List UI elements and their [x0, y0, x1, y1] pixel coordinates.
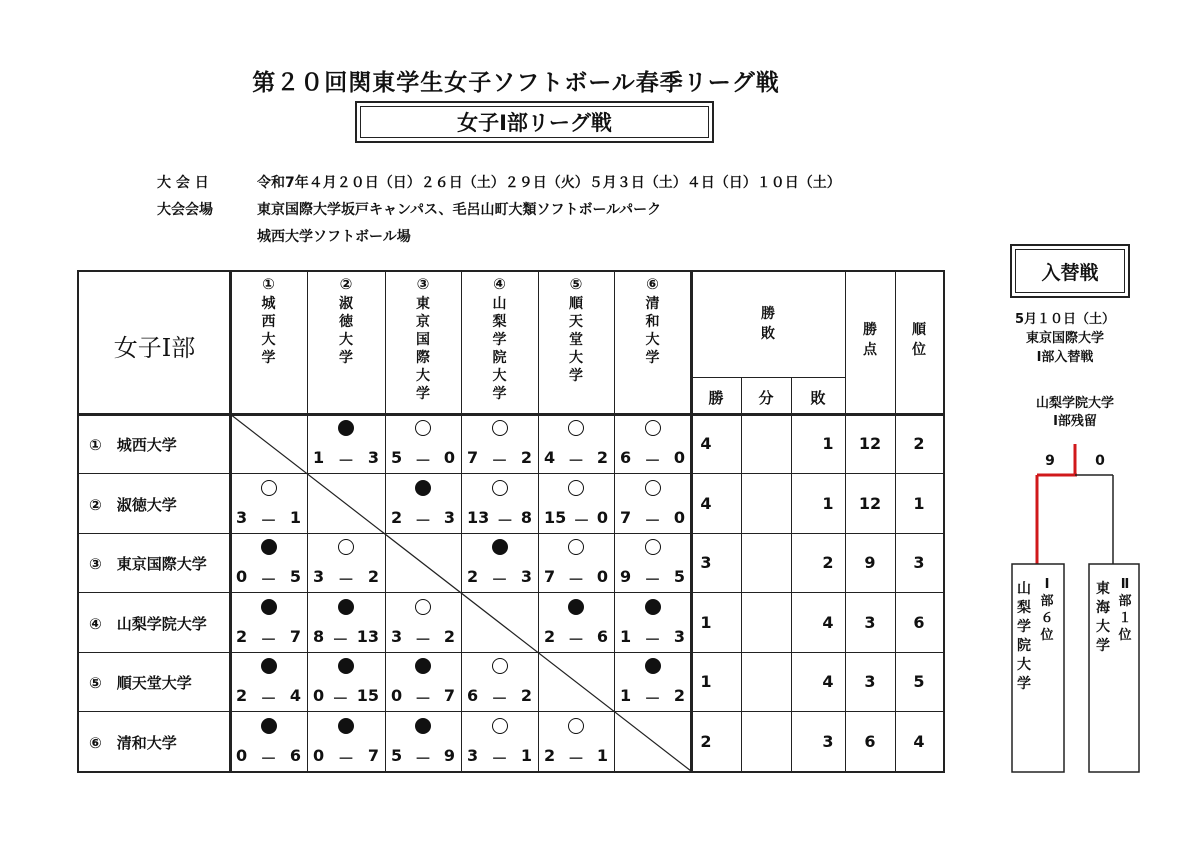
- column-team-char: 学: [339, 350, 353, 366]
- score-dash: －: [491, 451, 508, 470]
- score-opponent: 3: [520, 567, 532, 586]
- win-circle-mark: [415, 599, 431, 615]
- venue-value-2: 城西大学ソフトボール場: [257, 229, 411, 245]
- match-score: [307, 567, 385, 590]
- score-dash: －: [414, 689, 431, 708]
- column-number: ①: [262, 275, 275, 293]
- venue-value-1: 東京国際大学坂戸キャンパス、毛呂山町大類ソフトボールパーク: [257, 202, 662, 218]
- score-opponent: 8: [520, 507, 532, 527]
- match-score: [614, 567, 691, 590]
- score-own: 7: [620, 507, 632, 527]
- row-points: 3: [864, 612, 876, 632]
- column-team-char: 大: [569, 350, 583, 366]
- sub-header-loss: 敗: [810, 389, 826, 407]
- score-dash: －: [567, 629, 584, 649]
- match-score: [538, 448, 614, 471]
- left-team-char: 梨: [1017, 600, 1031, 616]
- column-team-char: 際: [416, 350, 430, 366]
- score-opponent: 5: [673, 567, 685, 586]
- column-team-char: 堂: [569, 332, 583, 348]
- loss-dot-mark: [261, 658, 277, 674]
- loss-dot-mark: [338, 420, 354, 436]
- score-dash: －: [644, 629, 661, 649]
- row-rank: 3: [913, 553, 925, 572]
- playoff-date: 5月１０日（土）: [1014, 312, 1116, 327]
- row-win: 2: [700, 731, 712, 751]
- score-opponent: 0: [673, 507, 685, 527]
- column-team-char: 大: [416, 368, 430, 384]
- right-rank-char: Ⅱ: [1120, 577, 1130, 592]
- playoff-winner-result: Ⅰ部残留: [1053, 414, 1097, 429]
- score-own: 9: [620, 567, 632, 586]
- score-opponent: 5: [289, 567, 301, 586]
- left-rank-char: 部: [1040, 594, 1054, 609]
- right-team-char: 学: [1096, 638, 1110, 654]
- win-circle-mark: [645, 539, 661, 555]
- score-dash: －: [414, 629, 431, 649]
- match-score: [461, 567, 538, 590]
- column-team-char: 国: [416, 332, 430, 348]
- column-team-char: 学: [569, 368, 583, 384]
- score-opponent: 0: [596, 507, 608, 527]
- match-score: [385, 746, 461, 769]
- score-dash: －: [414, 451, 431, 470]
- score-opponent: 9: [443, 745, 455, 765]
- venue-label: 大会会場: [157, 202, 213, 218]
- score-own: 0: [313, 745, 325, 765]
- score-dash: －: [644, 451, 661, 470]
- left-rank-char: 位: [1040, 628, 1054, 643]
- row-team-name: ③ 東京国際大学: [89, 555, 207, 573]
- left-team-char: 山: [1017, 581, 1031, 597]
- score-dash: －: [337, 748, 354, 768]
- score-opponent: 1: [289, 507, 301, 527]
- playoff-title-box: [1010, 244, 1130, 298]
- win-circle-mark: [568, 539, 584, 555]
- score-own: 0: [313, 686, 325, 705]
- match-score: [385, 508, 461, 531]
- score-dash: －: [644, 570, 661, 589]
- column-team-char: 学: [416, 386, 430, 402]
- playoff-venue: 東京国際大学: [1025, 331, 1104, 346]
- playoff-score-right: 0: [1095, 453, 1105, 469]
- row-rank: 4: [913, 731, 925, 751]
- match-score: [461, 686, 538, 709]
- row-points: 12: [858, 434, 882, 453]
- row-points: 12: [858, 493, 882, 513]
- score-opponent: 1: [520, 745, 532, 765]
- score-opponent: 13: [356, 626, 379, 646]
- loss-dot-mark: [261, 539, 277, 555]
- left-team-char: 院: [1017, 638, 1031, 654]
- score-dash: －: [332, 689, 349, 708]
- column-team-char: 学: [492, 332, 507, 348]
- row-win: 4: [700, 493, 712, 513]
- score-own: 5: [391, 448, 403, 467]
- rank-header: 位: [912, 342, 926, 358]
- match-score: [230, 686, 307, 709]
- row-team-name: ⑤ 順天堂大学: [89, 674, 192, 692]
- row-win: 1: [700, 672, 712, 691]
- score-own: 3: [313, 567, 325, 586]
- column-team-char: 梨: [492, 314, 507, 330]
- score-dash: －: [573, 510, 590, 530]
- match-score: [307, 746, 385, 769]
- right-team-char: 海: [1096, 600, 1110, 616]
- match-score: [538, 627, 614, 650]
- loss-dot-mark: [645, 658, 661, 674]
- column-number: ⑤: [569, 275, 583, 293]
- score-own: 4: [544, 448, 556, 467]
- score-opponent: 7: [289, 626, 301, 646]
- column-team-char: 東: [416, 296, 430, 312]
- score-own: 6: [467, 686, 479, 705]
- score-own: 8: [313, 626, 325, 646]
- loss-dot-mark: [568, 599, 584, 615]
- match-score: [307, 448, 385, 471]
- playoff-title: 入替戦: [1015, 249, 1125, 293]
- score-dash: －: [332, 629, 349, 649]
- score-opponent: 2: [673, 686, 685, 705]
- column-number: ③: [416, 275, 430, 293]
- win-loss-header: 勝: [761, 306, 775, 322]
- row-win: 3: [700, 553, 712, 572]
- rank-header: 順: [912, 322, 926, 338]
- score-own: 15: [544, 507, 567, 527]
- score-opponent: 0: [673, 448, 685, 467]
- score-own: 2: [544, 745, 556, 765]
- match-score: [614, 627, 691, 650]
- column-team-char: 大: [261, 332, 276, 348]
- points-header: 点: [863, 342, 877, 358]
- loss-dot-mark: [338, 718, 354, 734]
- sub-header-draw: 分: [758, 389, 774, 407]
- score-dash: －: [567, 451, 584, 470]
- loss-dot-mark: [415, 480, 431, 496]
- score-opponent: 3: [367, 448, 379, 467]
- score-opponent: 2: [520, 686, 532, 705]
- score-own: 2: [467, 567, 479, 586]
- score-own: 2: [236, 626, 248, 646]
- score-own: 1: [620, 626, 632, 646]
- score-own: 7: [544, 567, 556, 586]
- column-number: ⑥: [646, 275, 659, 293]
- score-opponent: 7: [443, 686, 455, 705]
- column-team-char: 淑: [339, 296, 353, 312]
- score-opponent: 6: [289, 745, 301, 765]
- match-score: [230, 567, 307, 590]
- score-own: 13: [467, 507, 490, 527]
- left-team-char: 学: [1017, 619, 1031, 635]
- column-team-char: 学: [645, 350, 660, 366]
- league-table: [77, 270, 945, 773]
- right-team-char: 東: [1096, 581, 1110, 597]
- score-dash: －: [260, 748, 277, 768]
- column-team-char: 院: [492, 350, 507, 366]
- column-team-char: 大: [492, 368, 507, 384]
- sub-header-win: 勝: [708, 389, 724, 407]
- match-score: [385, 627, 461, 650]
- playoff-score-left: 9: [1045, 453, 1055, 469]
- win-circle-mark: [492, 420, 508, 436]
- left-team-char: 学: [1017, 676, 1031, 692]
- loss-dot-mark: [492, 539, 508, 555]
- loss-dot-mark: [261, 599, 277, 615]
- score-dash: －: [414, 510, 431, 530]
- score-dash: －: [497, 510, 514, 530]
- left-rank-char: ６: [1040, 611, 1054, 626]
- score-opponent: 2: [596, 448, 608, 467]
- score-own: 1: [313, 448, 325, 467]
- column-team-char: 天: [569, 314, 583, 330]
- loss-dot-mark: [645, 599, 661, 615]
- score-own: 0: [391, 686, 403, 705]
- row-team-name: ② 淑徳大学: [89, 495, 177, 514]
- score-own: 3: [391, 626, 403, 646]
- column-team-char: 清: [645, 296, 660, 312]
- match-score: [461, 448, 538, 471]
- score-own: 3: [236, 507, 248, 527]
- match-score: [614, 508, 691, 531]
- match-score: [307, 686, 385, 709]
- main-title: 第２０回関東学生女子ソフトボール春季リーグ戦: [252, 70, 780, 96]
- column-team-char: 山: [492, 296, 507, 312]
- score-dash: －: [567, 570, 584, 589]
- score-own: 5: [391, 745, 403, 765]
- row-loss: 3: [822, 731, 834, 751]
- row-loss: 4: [822, 612, 834, 632]
- column-team-char: 学: [261, 350, 276, 366]
- column-number: ④: [493, 275, 506, 293]
- match-score: [230, 627, 307, 650]
- score-own: 2: [236, 686, 248, 705]
- loss-dot-mark: [415, 658, 431, 674]
- score-opponent: 2: [443, 626, 455, 646]
- row-points: 9: [864, 553, 876, 572]
- score-dash: －: [491, 689, 508, 708]
- column-team-char: 大: [339, 332, 353, 348]
- column-number: ②: [339, 275, 353, 293]
- score-own: 0: [236, 567, 248, 586]
- row-win: 4: [700, 434, 712, 453]
- win-circle-mark: [415, 420, 431, 436]
- score-dash: －: [567, 748, 584, 768]
- win-circle-mark: [568, 480, 584, 496]
- row-team-name: ⑥ 清和大学: [89, 733, 177, 752]
- score-opponent: 6: [596, 626, 608, 646]
- column-team-char: 和: [645, 314, 660, 330]
- score-opponent: 3: [443, 507, 455, 527]
- column-team-char: 城: [261, 296, 276, 312]
- score-opponent: 2: [367, 567, 379, 586]
- row-loss: 1: [822, 434, 834, 453]
- row-win: 1: [700, 612, 712, 632]
- date-label: 大 会 日: [157, 175, 209, 191]
- points-header: 勝: [863, 322, 877, 338]
- score-opponent: 15: [356, 686, 379, 705]
- win-circle-mark: [492, 658, 508, 674]
- subtitle-box: [355, 101, 714, 143]
- win-circle-mark: [568, 718, 584, 734]
- match-score: [614, 448, 691, 471]
- match-score: [461, 508, 538, 531]
- match-score: [385, 686, 461, 709]
- score-dash: －: [337, 451, 354, 470]
- score-own: 7: [467, 448, 479, 467]
- score-opponent: 4: [289, 686, 301, 705]
- right-rank-char: １: [1118, 611, 1132, 626]
- match-score: [230, 508, 307, 531]
- row-loss: 2: [822, 553, 834, 572]
- corner-label: 女子Ⅰ部: [113, 334, 196, 362]
- score-opponent: 0: [596, 567, 608, 586]
- score-own: 0: [236, 745, 248, 765]
- row-rank: 6: [913, 612, 925, 632]
- playoff-winner-team: 山梨学院大学: [1035, 396, 1114, 411]
- score-dash: －: [491, 748, 508, 768]
- score-own: 3: [467, 745, 479, 765]
- playoff-bracket: [1000, 430, 1140, 775]
- score-own: 2: [544, 626, 556, 646]
- win-circle-mark: [645, 480, 661, 496]
- row-rank: 5: [913, 672, 925, 691]
- row-rank: 2: [913, 434, 925, 453]
- win-circle-mark: [338, 539, 354, 555]
- match-score: [538, 567, 614, 590]
- win-circle-mark: [568, 420, 584, 436]
- match-score: [230, 746, 307, 769]
- loss-dot-mark: [338, 599, 354, 615]
- column-team-char: 順: [569, 296, 583, 312]
- row-points: 6: [864, 731, 876, 751]
- column-team-char: 学: [492, 386, 507, 402]
- right-rank-char: 部: [1118, 594, 1132, 609]
- match-score: [614, 686, 691, 709]
- win-circle-mark: [261, 480, 277, 496]
- column-team-char: 西: [261, 314, 276, 330]
- score-own: 2: [391, 507, 403, 527]
- score-dash: －: [491, 570, 508, 589]
- right-rank-char: 位: [1118, 628, 1132, 643]
- score-opponent: 3: [673, 626, 685, 646]
- match-score: [538, 508, 614, 531]
- playoff-match-name: Ⅰ部入替戦: [1036, 350, 1094, 365]
- score-own: 1: [620, 686, 632, 705]
- date-value: 令和7年４月２０日（日）２６日（土）２９日（火）５月３日（土）４日（日）１０日（土）: [257, 175, 841, 191]
- score-opponent: 7: [367, 745, 379, 765]
- row-team-name: ① 城西大学: [89, 436, 177, 454]
- score-dash: －: [260, 689, 277, 708]
- score-dash: －: [644, 510, 661, 530]
- score-dash: －: [337, 570, 354, 589]
- score-dash: －: [260, 570, 277, 589]
- score-dash: －: [414, 748, 431, 768]
- column-team-char: 大: [645, 332, 660, 348]
- row-points: 3: [864, 672, 876, 691]
- loss-dot-mark: [261, 718, 277, 734]
- loss-dot-mark: [338, 658, 354, 674]
- match-score: [385, 448, 461, 471]
- loss-dot-mark: [415, 718, 431, 734]
- score-dash: －: [644, 689, 661, 708]
- win-circle-mark: [645, 420, 661, 436]
- match-score: [307, 627, 385, 650]
- score-dash: －: [260, 510, 277, 530]
- row-loss: 1: [822, 493, 834, 513]
- row-team-name: ④ 山梨学院大学: [89, 614, 207, 633]
- win-circle-mark: [492, 480, 508, 496]
- left-rank-char: Ⅰ: [1044, 577, 1050, 592]
- row-loss: 4: [822, 672, 834, 691]
- match-score: [538, 746, 614, 769]
- column-team-char: 徳: [339, 314, 353, 330]
- score-opponent: 2: [520, 448, 532, 467]
- column-team-char: 京: [416, 314, 430, 330]
- row-rank: 1: [913, 493, 925, 513]
- score-dash: －: [260, 629, 277, 649]
- win-loss-header: 敗: [761, 326, 775, 342]
- score-opponent: 0: [443, 448, 455, 467]
- left-team-char: 大: [1017, 657, 1031, 673]
- subtitle: 女子Ⅰ部リーグ戦: [360, 106, 709, 138]
- right-team-char: 大: [1096, 619, 1110, 635]
- score-opponent: 1: [596, 745, 608, 765]
- win-circle-mark: [492, 718, 508, 734]
- match-score: [461, 746, 538, 769]
- score-own: 6: [620, 448, 632, 467]
